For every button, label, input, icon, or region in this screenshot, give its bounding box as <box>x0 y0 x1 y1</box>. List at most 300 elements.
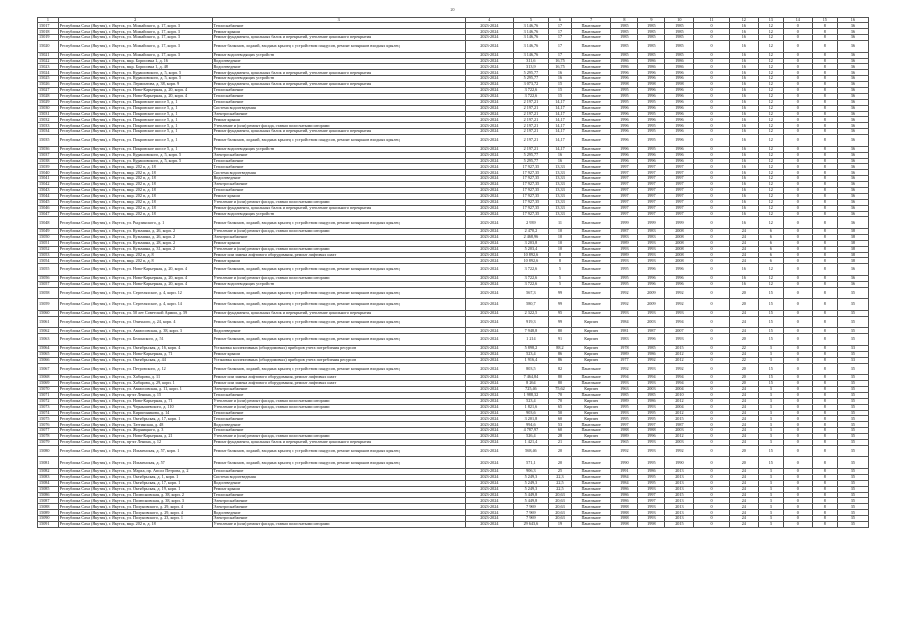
table-cell: 0 <box>783 445 812 457</box>
table-cell: Республика Саха (Якутия), г. Якутск, мкр. 202 п, д. 8 <box>58 258 212 264</box>
table-cell: 15038 <box>38 158 59 164</box>
table-cell: 523,4 <box>513 398 548 404</box>
table-cell: 14,17 <box>549 111 572 117</box>
table-cell: 15042 <box>38 182 59 188</box>
table-cell: Республика Саха (Якутия), г. Якутск, ул. Курашовского, д. 5, корп. 5 <box>58 70 212 76</box>
table-cell: 60 <box>549 416 572 422</box>
table-cell: Панельное <box>571 205 610 211</box>
table-cell: 8 <box>812 363 837 375</box>
table-cell: 1996 <box>611 76 638 82</box>
column-number-header: 15 <box>812 18 837 23</box>
table-cell: Республика Саха (Якутия), г. Якутск, ул. Жорницкого, д. 3 <box>58 428 212 434</box>
table-cell: 0 <box>783 29 812 35</box>
table-cell: 16 <box>729 23 758 29</box>
table-cell: Кирпич <box>571 328 610 334</box>
table-cell: 1986 <box>638 64 665 70</box>
table-cell: 2 197,21 <box>513 117 548 123</box>
table-cell: Теплоснабжение <box>212 88 465 94</box>
table-cell: 16 <box>549 152 572 158</box>
table-cell: Панельное <box>571 123 610 129</box>
table-cell: 13,33 <box>549 211 572 217</box>
table-cell: 25 <box>549 469 572 475</box>
table-cell: 13,33 <box>549 193 572 199</box>
table-cell: 24 <box>729 416 758 422</box>
table-cell: 2008 <box>665 252 694 258</box>
table-cell: 38 <box>837 240 868 246</box>
table-cell: 0 <box>783 510 812 516</box>
table-cell: 0 <box>783 345 812 351</box>
table-cell: Панельное <box>571 182 610 188</box>
table-cell: 15039 <box>38 164 59 170</box>
table-cell: 29 643,6 <box>513 522 548 528</box>
table-cell: 1995 <box>638 457 665 469</box>
table-cell: 0 <box>694 281 729 287</box>
table-cell: 8 <box>812 299 837 311</box>
table-cell: 0 <box>783 416 812 422</box>
table-cell: 10 <box>549 234 572 240</box>
table-cell: 1995 <box>638 99 665 105</box>
table-cell: Ремонт крыши <box>212 193 465 199</box>
table-cell: 1985 <box>611 52 638 58</box>
table-cell: 0 <box>783 363 812 375</box>
table-cell: 99 <box>549 316 572 328</box>
table-cell: 571,1 <box>513 457 548 469</box>
table-cell: 1993 <box>611 258 638 264</box>
table-cell: 15090 <box>38 516 59 522</box>
table-cell: Панельное <box>571 111 610 117</box>
table-cell: 1996 <box>665 146 694 152</box>
table-cell: 0 <box>783 434 812 440</box>
table-cell: 1992 <box>611 445 638 457</box>
table-cell: 903,6 <box>513 410 548 416</box>
column-number-header: 6 <box>549 18 572 23</box>
table-row <box>38 299 869 311</box>
table-cell: 24 <box>729 469 758 475</box>
table-cell: 2008 <box>665 246 694 252</box>
table-cell: 0 <box>783 486 812 492</box>
table-cell: 0 <box>694 334 729 346</box>
table-cell: 3 <box>758 386 783 392</box>
table-cell: 1997 <box>611 422 638 428</box>
table-cell: 8 <box>812 328 837 334</box>
table-cell: 20 <box>549 445 572 457</box>
table-cell: 1996 <box>638 334 665 346</box>
table-cell: 38 <box>837 258 868 264</box>
table-cell: Республика Саха (Якутия), г. Якутск, ул. Кузьмина, д. 26, корп. 2 <box>58 229 212 235</box>
table-cell: 0 <box>694 434 729 440</box>
table-cell: Панельное <box>571 281 610 287</box>
table-cell: 1996 <box>665 129 694 135</box>
table-cell: Электроснабжение <box>212 152 465 158</box>
table-cell: 1996 <box>638 152 665 158</box>
table-cell: 24 <box>729 522 758 528</box>
table-cell: 17 <box>549 52 572 58</box>
table-cell: 36 <box>837 275 868 281</box>
table-cell: 7 464,84 <box>513 375 548 381</box>
table-cell: 15084 <box>38 480 59 486</box>
table-cell: 1997 <box>611 193 638 199</box>
table-cell: 1997 <box>611 199 638 205</box>
table-cell: 36 <box>837 211 868 217</box>
table-cell: 2023-2024 <box>465 398 513 404</box>
table-cell: 2023-2024 <box>465 70 513 76</box>
table-cell: 1996 <box>638 158 665 164</box>
table-cell: Электроснабжение <box>212 111 465 117</box>
table-cell: 15083 <box>38 474 59 480</box>
table-cell: 16 <box>729 64 758 70</box>
table-cell: 1995 <box>638 410 665 416</box>
table-cell: 1 916,4 <box>513 357 548 363</box>
table-cell: 0 <box>694 52 729 58</box>
table-cell: 0 <box>783 252 812 258</box>
table-cell: 1993 <box>638 510 665 516</box>
table-cell: 1985 <box>611 41 638 53</box>
table-cell: Республика Саха (Якутия), г. Якутск, ул. Кузьмина, д. 26, корп. 2 <box>58 234 212 240</box>
table-cell: 12 <box>758 187 783 193</box>
table-cell: 1986 <box>611 498 638 504</box>
table-cell: 1996 <box>611 111 638 117</box>
table-cell: 1996 <box>665 123 694 129</box>
table-cell: 6 <box>758 258 783 264</box>
table-cell: 36 <box>837 105 868 111</box>
table-cell: 1993 <box>611 246 638 252</box>
table-cell: Панельное <box>571 23 610 29</box>
table-cell: Республика Саха (Якутия), г. Якутск, ул. Чернышевского, д. 110 <box>58 404 212 410</box>
table-cell: 20 <box>729 334 758 346</box>
table-cell: 36 <box>837 58 868 64</box>
table-cell: 50 <box>549 410 572 416</box>
table-cell: 1997 <box>611 164 638 170</box>
table-cell: 8 <box>812 164 837 170</box>
table-cell: 0 <box>783 422 812 428</box>
table-cell: Панельное <box>571 381 610 387</box>
table-cell: 17 <box>549 35 572 41</box>
table-cell: 16 <box>729 146 758 152</box>
table-cell: 1997 <box>611 170 638 176</box>
table-cell: 0 <box>783 351 812 357</box>
table-cell: 1989 <box>611 434 638 440</box>
table-cell: 2023-2024 <box>465 428 513 434</box>
table-cell: 1985 <box>611 35 638 41</box>
table-cell: 2023-2024 <box>465 510 513 516</box>
table-cell: 2023-2024 <box>465 363 513 375</box>
table-cell: 2023-2024 <box>465 416 513 422</box>
table-cell: Панельное <box>571 93 610 99</box>
table-cell: 36 <box>837 82 868 88</box>
table-cell: 0 <box>694 217 729 229</box>
table-cell: 0 <box>694 445 729 457</box>
table-cell: 0 <box>783 480 812 486</box>
table-cell: 15034 <box>38 129 59 135</box>
table-cell: 15030 <box>38 105 59 111</box>
table-cell: Панельное <box>571 258 610 264</box>
table-cell: 0 <box>783 334 812 346</box>
table-cell: 2023-2024 <box>465 35 513 41</box>
table-cell: 2023-2024 <box>465 76 513 82</box>
table-cell: 1993 <box>611 410 638 416</box>
table-cell: 36 <box>837 193 868 199</box>
table-cell: 2023-2024 <box>465 299 513 311</box>
table-cell: 15024 <box>38 70 59 76</box>
table-cell: Республика Саха (Якутия), г. Якутск, ул. Покровское шоссе 5, д. 1 <box>58 129 212 135</box>
table-cell: Республика Саха (Якутия), г. Якутск, ул. Октябрьская, д. 44 <box>58 357 212 363</box>
table-cell: 0 <box>783 146 812 152</box>
table-cell: Республика Саха (Якутия), г. Якутск, ул. Полюсновская, д. 38, корп. 2 <box>58 492 212 498</box>
table-cell: 13,33 <box>549 176 572 182</box>
table-cell: 2023-2024 <box>465 486 513 492</box>
table-row <box>38 316 869 328</box>
table-cell: 0 <box>783 310 812 316</box>
table-cell: 15045 <box>38 199 59 205</box>
table-cell: Республика Саха (Якутия), г. Якутск, мкр. 202 п, д. 18 <box>58 211 212 217</box>
table-cell: 0 <box>694 299 729 311</box>
table-cell: 15070 <box>38 386 59 392</box>
table-cell: 15089 <box>38 510 59 516</box>
table-cell: 35 <box>837 480 868 486</box>
table-cell: 1986 <box>638 398 665 404</box>
table-cell: 2013 <box>665 516 694 522</box>
table-cell: 1996 <box>638 88 665 94</box>
table-cell: 15026 <box>38 82 59 88</box>
table-cell: 0 <box>783 299 812 311</box>
table-cell: 8 <box>812 516 837 522</box>
table-cell: 0 <box>694 135 729 147</box>
table-cell: Республика Саха (Якутия), г. Якутск, ул. Покровское шоссе 5, д. 1 <box>58 99 212 105</box>
table-cell: 12 <box>758 99 783 105</box>
table-cell: 15081 <box>38 457 59 469</box>
table-cell: 0 <box>694 363 729 375</box>
table-cell: Республика Саха (Якутия), г. Якутск, ул. Покровское шоссе 5, д. 1 <box>58 111 212 117</box>
table-cell: 35 <box>837 410 868 416</box>
table-cell: Кирпич <box>571 410 610 416</box>
table-cell: 0 <box>783 41 812 53</box>
table-cell: Теплоснабжение <box>212 492 465 498</box>
table-cell: 15032 <box>38 117 59 123</box>
table-cell: 53 <box>549 422 572 428</box>
table-cell: Республика Саха (Якутия), г. Якутск, мкр. 202 п, д. 8 <box>58 252 212 258</box>
table-cell: 1 988,32 <box>513 392 548 398</box>
table-cell: Ремонт крыши <box>212 29 465 35</box>
table-cell: Теплоснабжение <box>212 164 465 170</box>
table-cell: 2023-2024 <box>465 205 513 211</box>
table-cell: 2023-2024 <box>465 469 513 475</box>
table-cell: Панельное <box>571 158 610 164</box>
table-cell: 1996 <box>611 152 638 158</box>
table-cell: 22 <box>729 345 758 351</box>
table-cell: 16 <box>729 117 758 123</box>
table-cell: Панельное <box>571 105 610 111</box>
table-cell: Республика Саха (Якутия), г. Якутск, ул. Покровское шоссе 5, д. 1 <box>58 135 212 147</box>
table-cell: 0 <box>694 29 729 35</box>
table-cell: 1993 <box>638 240 665 246</box>
table-cell: 16 <box>729 199 758 205</box>
table-cell: 0 <box>694 129 729 135</box>
table-cell: 2012 <box>665 351 694 357</box>
table-cell: 1995 <box>638 416 665 422</box>
table-cell: 0 <box>783 152 812 158</box>
table-cell: 2 197,21 <box>513 129 548 135</box>
table-cell: Электроснабжение <box>212 498 465 504</box>
table-cell: 8 <box>812 76 837 82</box>
table-cell: 12 <box>758 52 783 58</box>
table-cell: Панельное <box>571 392 610 398</box>
table-cell: 38 <box>837 229 868 235</box>
table-cell: 8 <box>812 135 837 147</box>
table-cell: 8 <box>812 23 837 29</box>
table-cell: 2023-2024 <box>465 316 513 328</box>
table-cell: 3 <box>758 422 783 428</box>
table-cell: Электроснабжение <box>212 386 465 392</box>
table-cell: 0 <box>783 52 812 58</box>
table-cell: 0 <box>694 152 729 158</box>
table-cell: Кирпич <box>571 386 610 392</box>
table-row <box>38 445 869 457</box>
table-cell: Ремонт балконов, лоджий, входных крылец с устройством пандусов, ремонт козырьков входных крылец <box>212 135 465 147</box>
table-cell: 2023-2024 <box>465 252 513 258</box>
table-cell: 2012 <box>665 434 694 440</box>
table-cell: 0 <box>783 357 812 363</box>
table-cell: 1989 <box>611 240 638 246</box>
table-cell: Республика Саха (Якутия), г. Якутск, ул. Аммосовская, д. 38, корп. 3 <box>58 328 212 334</box>
table-cell: 0 <box>694 510 729 516</box>
table-cell: 2023-2024 <box>465 129 513 135</box>
table-cell: 24 <box>729 240 758 246</box>
table-cell: 0 <box>783 123 812 129</box>
table-cell: 2023-2024 <box>465 88 513 94</box>
table-cell: 35 <box>837 287 868 299</box>
table-cell: 15051 <box>38 240 59 246</box>
table-cell: 0 <box>783 522 812 528</box>
table-cell: Утепление и (или) ремонт фасада, ставни полосчатыми шторами <box>212 398 465 404</box>
table-cell: 1996 <box>611 146 638 152</box>
table-cell: 1984 <box>611 480 638 486</box>
table-cell: 2013 <box>665 486 694 492</box>
table-cell: 3 <box>758 410 783 416</box>
table-cell: 0 <box>694 193 729 199</box>
table-cell: 24 <box>729 439 758 445</box>
table-cell: 1998 <box>611 82 638 88</box>
table-cell: 0 <box>694 404 729 410</box>
table-cell: 35 <box>837 299 868 311</box>
table-cell: 0 <box>783 170 812 176</box>
table-cell: 3 <box>758 392 783 398</box>
table-cell: 20 <box>729 363 758 375</box>
table-cell: 15 <box>758 299 783 311</box>
table-cell: 17 927,35 <box>513 211 548 217</box>
table-cell: 14,17 <box>549 129 572 135</box>
table-cell: 17 <box>549 41 572 53</box>
table-cell: 8 <box>812 187 837 193</box>
table-cell: 24 <box>729 328 758 334</box>
table-cell: 1986 <box>638 469 665 475</box>
table-cell: 15043 <box>38 187 59 193</box>
table-cell: 2023-2024 <box>465 176 513 182</box>
table-cell: 1985 <box>665 29 694 35</box>
table-cell: 1993 <box>638 310 665 316</box>
table-cell: 1996 <box>665 158 694 164</box>
table-cell: 22,5 <box>549 486 572 492</box>
table-cell: 35 <box>837 404 868 410</box>
table-cell: 1984 <box>611 474 638 480</box>
table-cell: 35 <box>837 386 868 392</box>
table-cell: 3 <box>758 498 783 504</box>
table-cell: 35 <box>837 498 868 504</box>
column-number-header: 7 <box>571 18 610 23</box>
table-cell: 1993 <box>638 445 665 457</box>
table-cell: 2023-2024 <box>465 170 513 176</box>
table-cell: 8 264 <box>513 381 548 387</box>
table-body <box>38 23 869 528</box>
table-cell: 15 <box>758 457 783 469</box>
table-cell: 3 <box>758 351 783 357</box>
table-cell: 12 <box>758 275 783 281</box>
table-cell: 1997 <box>665 182 694 188</box>
table-cell: 0 <box>783 129 812 135</box>
table-cell: 36 <box>837 52 868 58</box>
column-number-header: 14 <box>783 18 812 23</box>
table-cell: 35 <box>837 504 868 510</box>
table-cell: 8 <box>812 428 837 434</box>
table-cell: Ремонт крыши <box>212 351 465 357</box>
table-cell: 24 <box>729 234 758 240</box>
table-cell: 1997 <box>665 193 694 199</box>
table-cell: 10 <box>549 246 572 252</box>
table-cell: 12 <box>758 146 783 152</box>
table-cell: 0 <box>694 70 729 76</box>
table-cell: 3 <box>758 492 783 498</box>
table-cell: 15074 <box>38 410 59 416</box>
table-cell: 16 <box>729 158 758 164</box>
table-cell: 15 <box>758 381 783 387</box>
table-cell: 15 <box>758 328 783 334</box>
table-cell: 1998 <box>665 82 694 88</box>
table-cell: 0 <box>694 469 729 475</box>
table-cell: 35 <box>837 328 868 334</box>
table-cell: 35 <box>837 428 868 434</box>
table-cell: 15041 <box>38 176 59 182</box>
table-cell: 16 <box>729 264 758 276</box>
table-cell: 3 146,76 <box>513 52 548 58</box>
table-cell: 8 <box>812 457 837 469</box>
table-cell: Республика Саха (Якутия), г. Якутск, ул. Покровское шоссе 5, д. 1 <box>58 105 212 111</box>
table-cell: 0 <box>783 439 812 445</box>
table-cell: 1993 <box>638 516 665 522</box>
table-cell: 2023-2024 <box>465 357 513 363</box>
table-cell: Электроснабжение <box>212 182 465 188</box>
table-cell: 1963 <box>611 386 638 392</box>
table-cell: 1997 <box>611 187 638 193</box>
table-cell: Панельное <box>571 422 610 428</box>
table-cell: 12 <box>758 117 783 123</box>
table-cell: Кирпич <box>571 434 610 440</box>
table-cell: Электроснабжение <box>212 504 465 510</box>
table-cell: 0 <box>783 35 812 41</box>
table-cell: 1996 <box>611 135 638 147</box>
table-cell: 35 <box>837 316 868 328</box>
table-cell: 15040 <box>38 170 59 176</box>
table-cell: 12 <box>758 23 783 29</box>
table-cell: 24 <box>729 480 758 486</box>
table-cell: 36 <box>837 35 868 41</box>
table-cell: Панельное <box>571 187 610 193</box>
table-cell: 3 146,76 <box>513 35 548 41</box>
table-cell: 0 <box>783 187 812 193</box>
table-cell: Республика Саха (Якутия), г. Якутск, ул. Кузьмина, д. 31, корп. 2 <box>58 246 212 252</box>
table-cell: 15075 <box>38 416 59 422</box>
table-cell: 35 <box>837 310 868 316</box>
table-cell: 1996 <box>638 281 665 287</box>
table-cell: 2003 <box>638 316 665 328</box>
